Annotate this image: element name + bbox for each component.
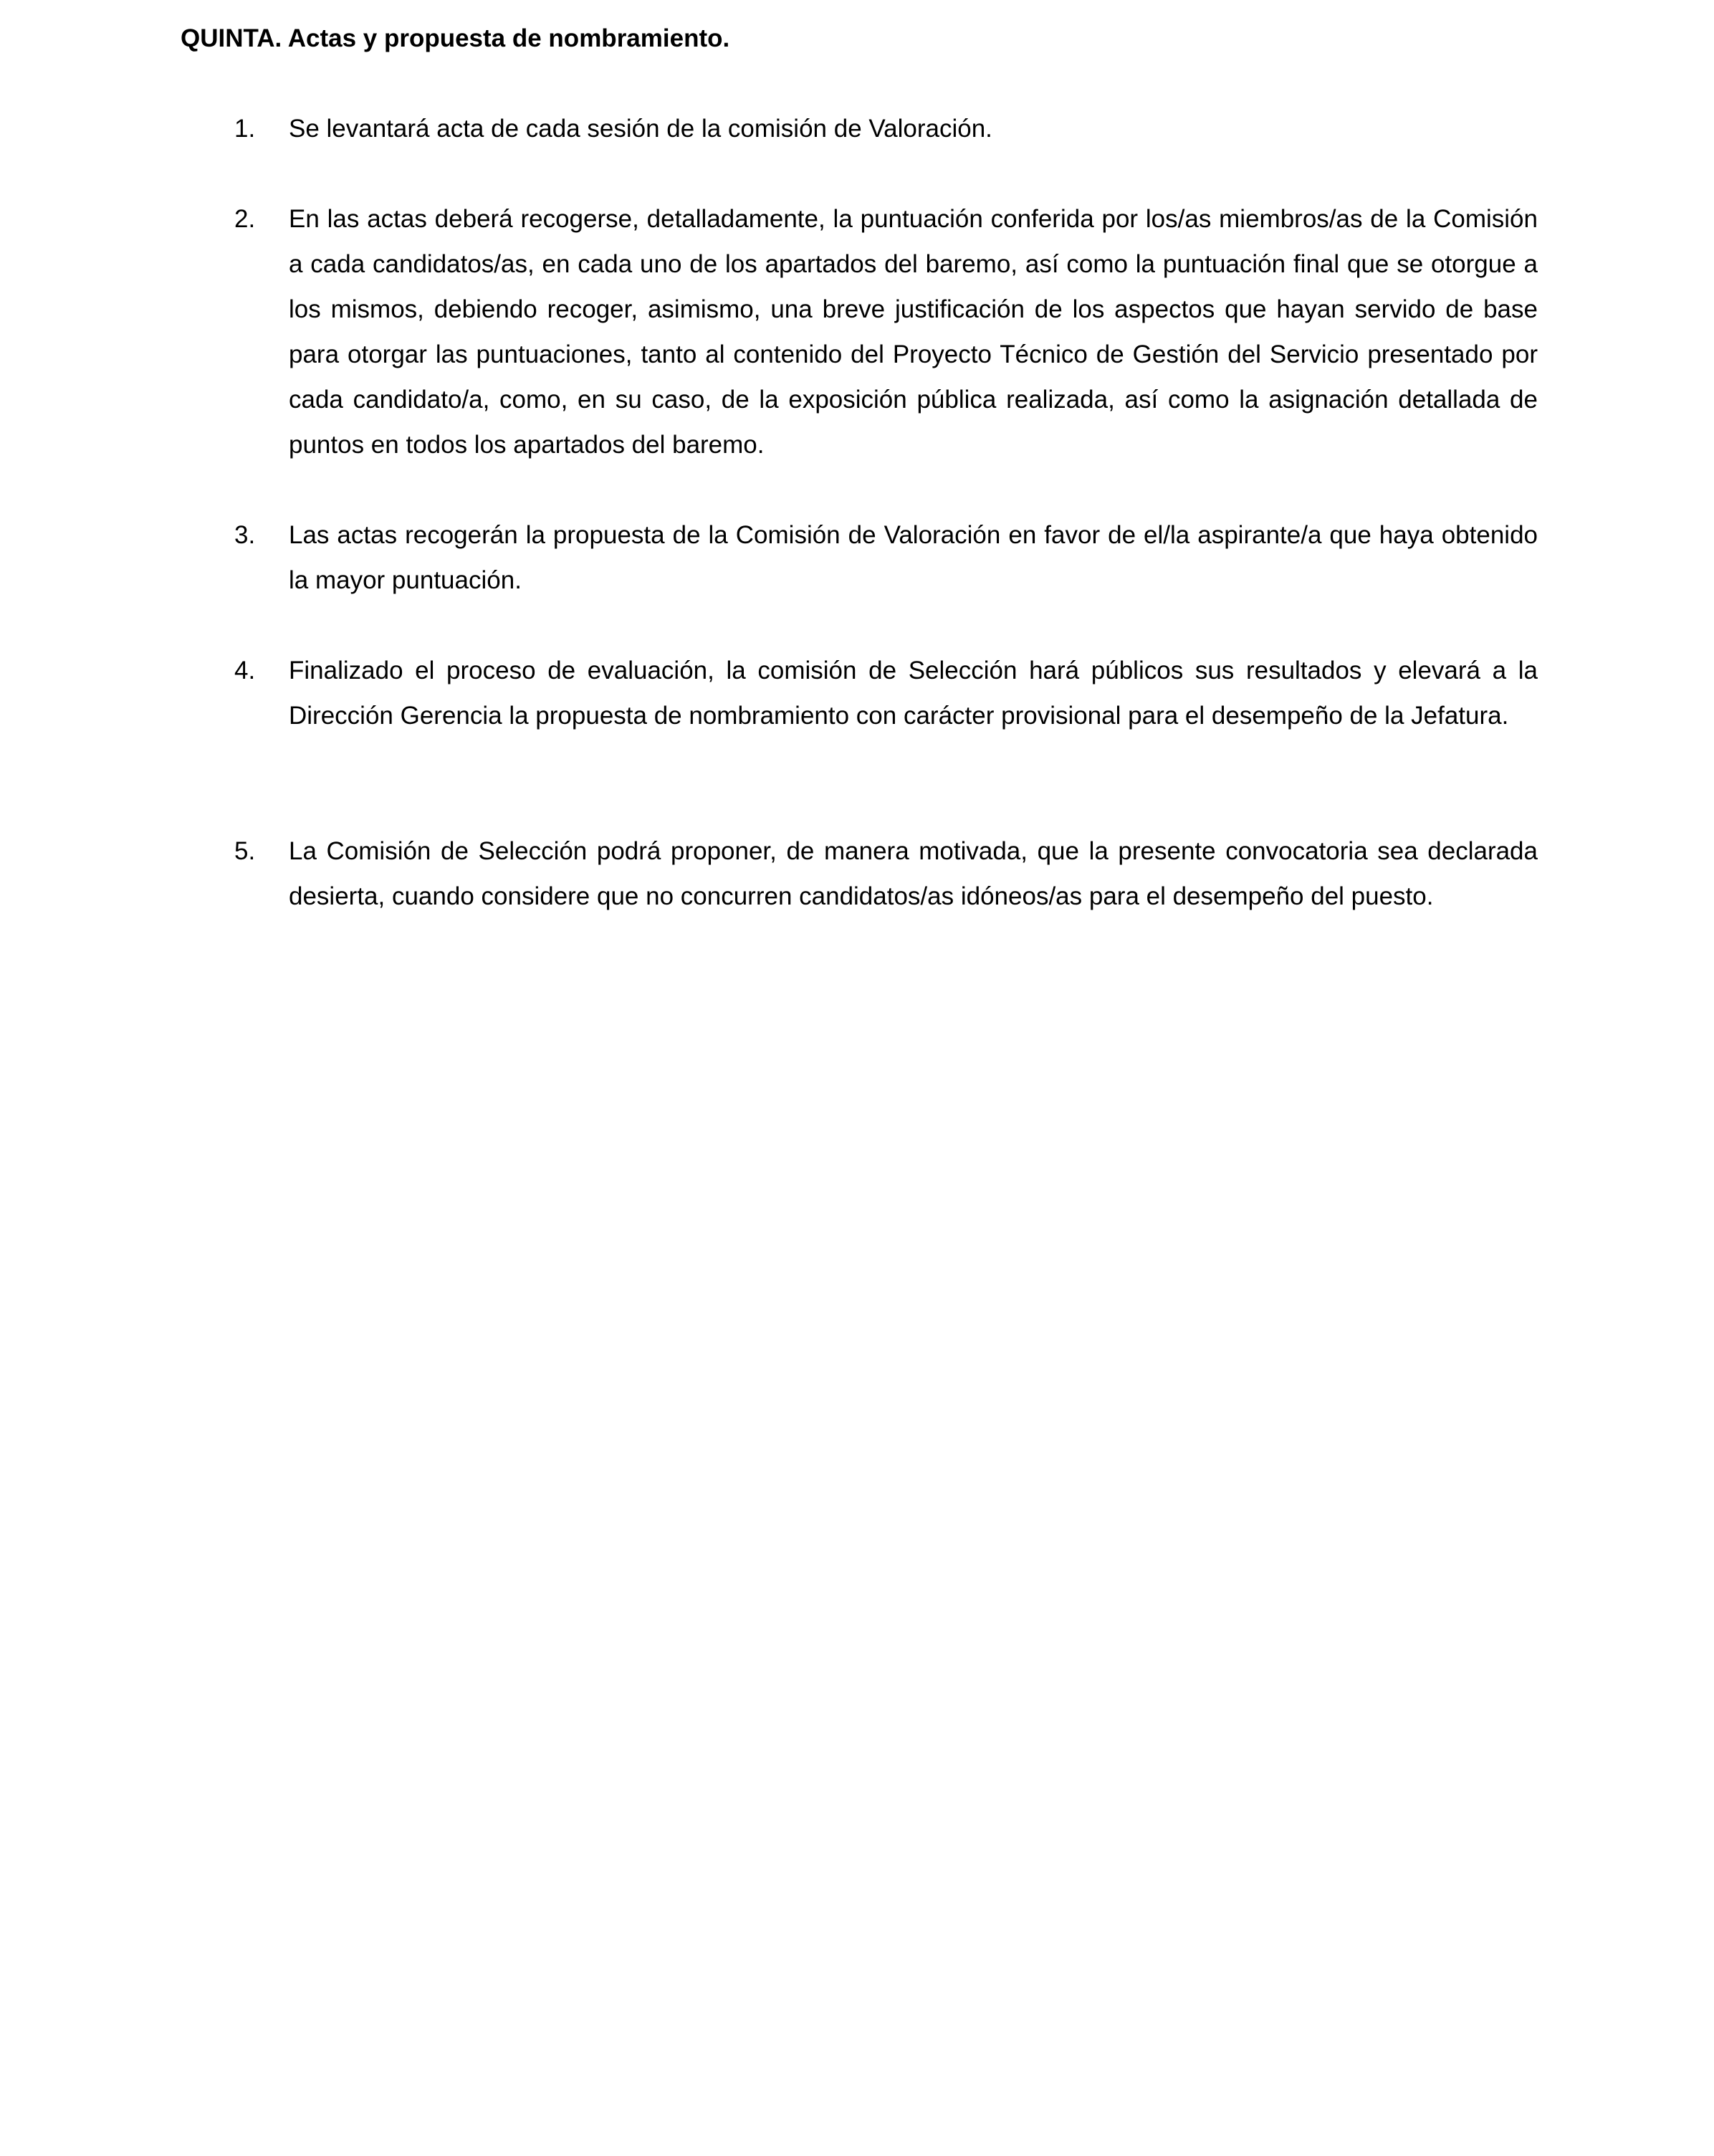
list-item-text: En las actas deberá recogerse, detalladamente, la puntuación conferida por los/as miembros/as de la Comisión a cada candidatos/as, en cada uno de los apartados del baremo, así como la puntuación final que se otorgue a los mismos, debiendo recoger, asimismo, una breve justificación de los aspectos que hayan servido de base para otorgar las puntuaciones, tanto al contenido del Proyecto Técnico de Gestión del Servicio presentado por cada candidato/a, como, en su caso, de la exposición pública realizada, así como la asignación detallada de puntos en todos los apartados del baremo. [289,205,1538,459]
section-heading: QUINTA. Actas y propuesta de nombramiento. [181,24,730,52]
list-item-number: 4. [234,657,256,685]
list-item-number: 5. [234,837,256,865]
list-item-text: Finalizado el proceso de evaluación, la comisión de Selección hará públicos sus resultados y elevará a la Dirección Gerencia la propuesta de nombramiento con carácter provisional para el desempeño de la Jefatura. [289,657,1538,730]
list-item-text: La Comisión de Selección podrá proponer, de manera motivada, que la presente convocatoria sea declarada desierta, cuando considere que no concurren candidatos/as idóneos/as para el desempeño del puesto. [289,837,1538,910]
list-item-number: 3. [234,521,256,549]
list-item-number: 1. [234,115,256,143]
list-item-text: Las actas recogerán la propuesta de la Comisión de Valoración en favor de el/la aspirante/a que haya obtenido la mayor puntuación. [289,521,1538,594]
list-item-text: Se levantará acta de cada sesión de la comisión de Valoración. [289,115,992,143]
list-item-number: 2. [234,205,256,233]
